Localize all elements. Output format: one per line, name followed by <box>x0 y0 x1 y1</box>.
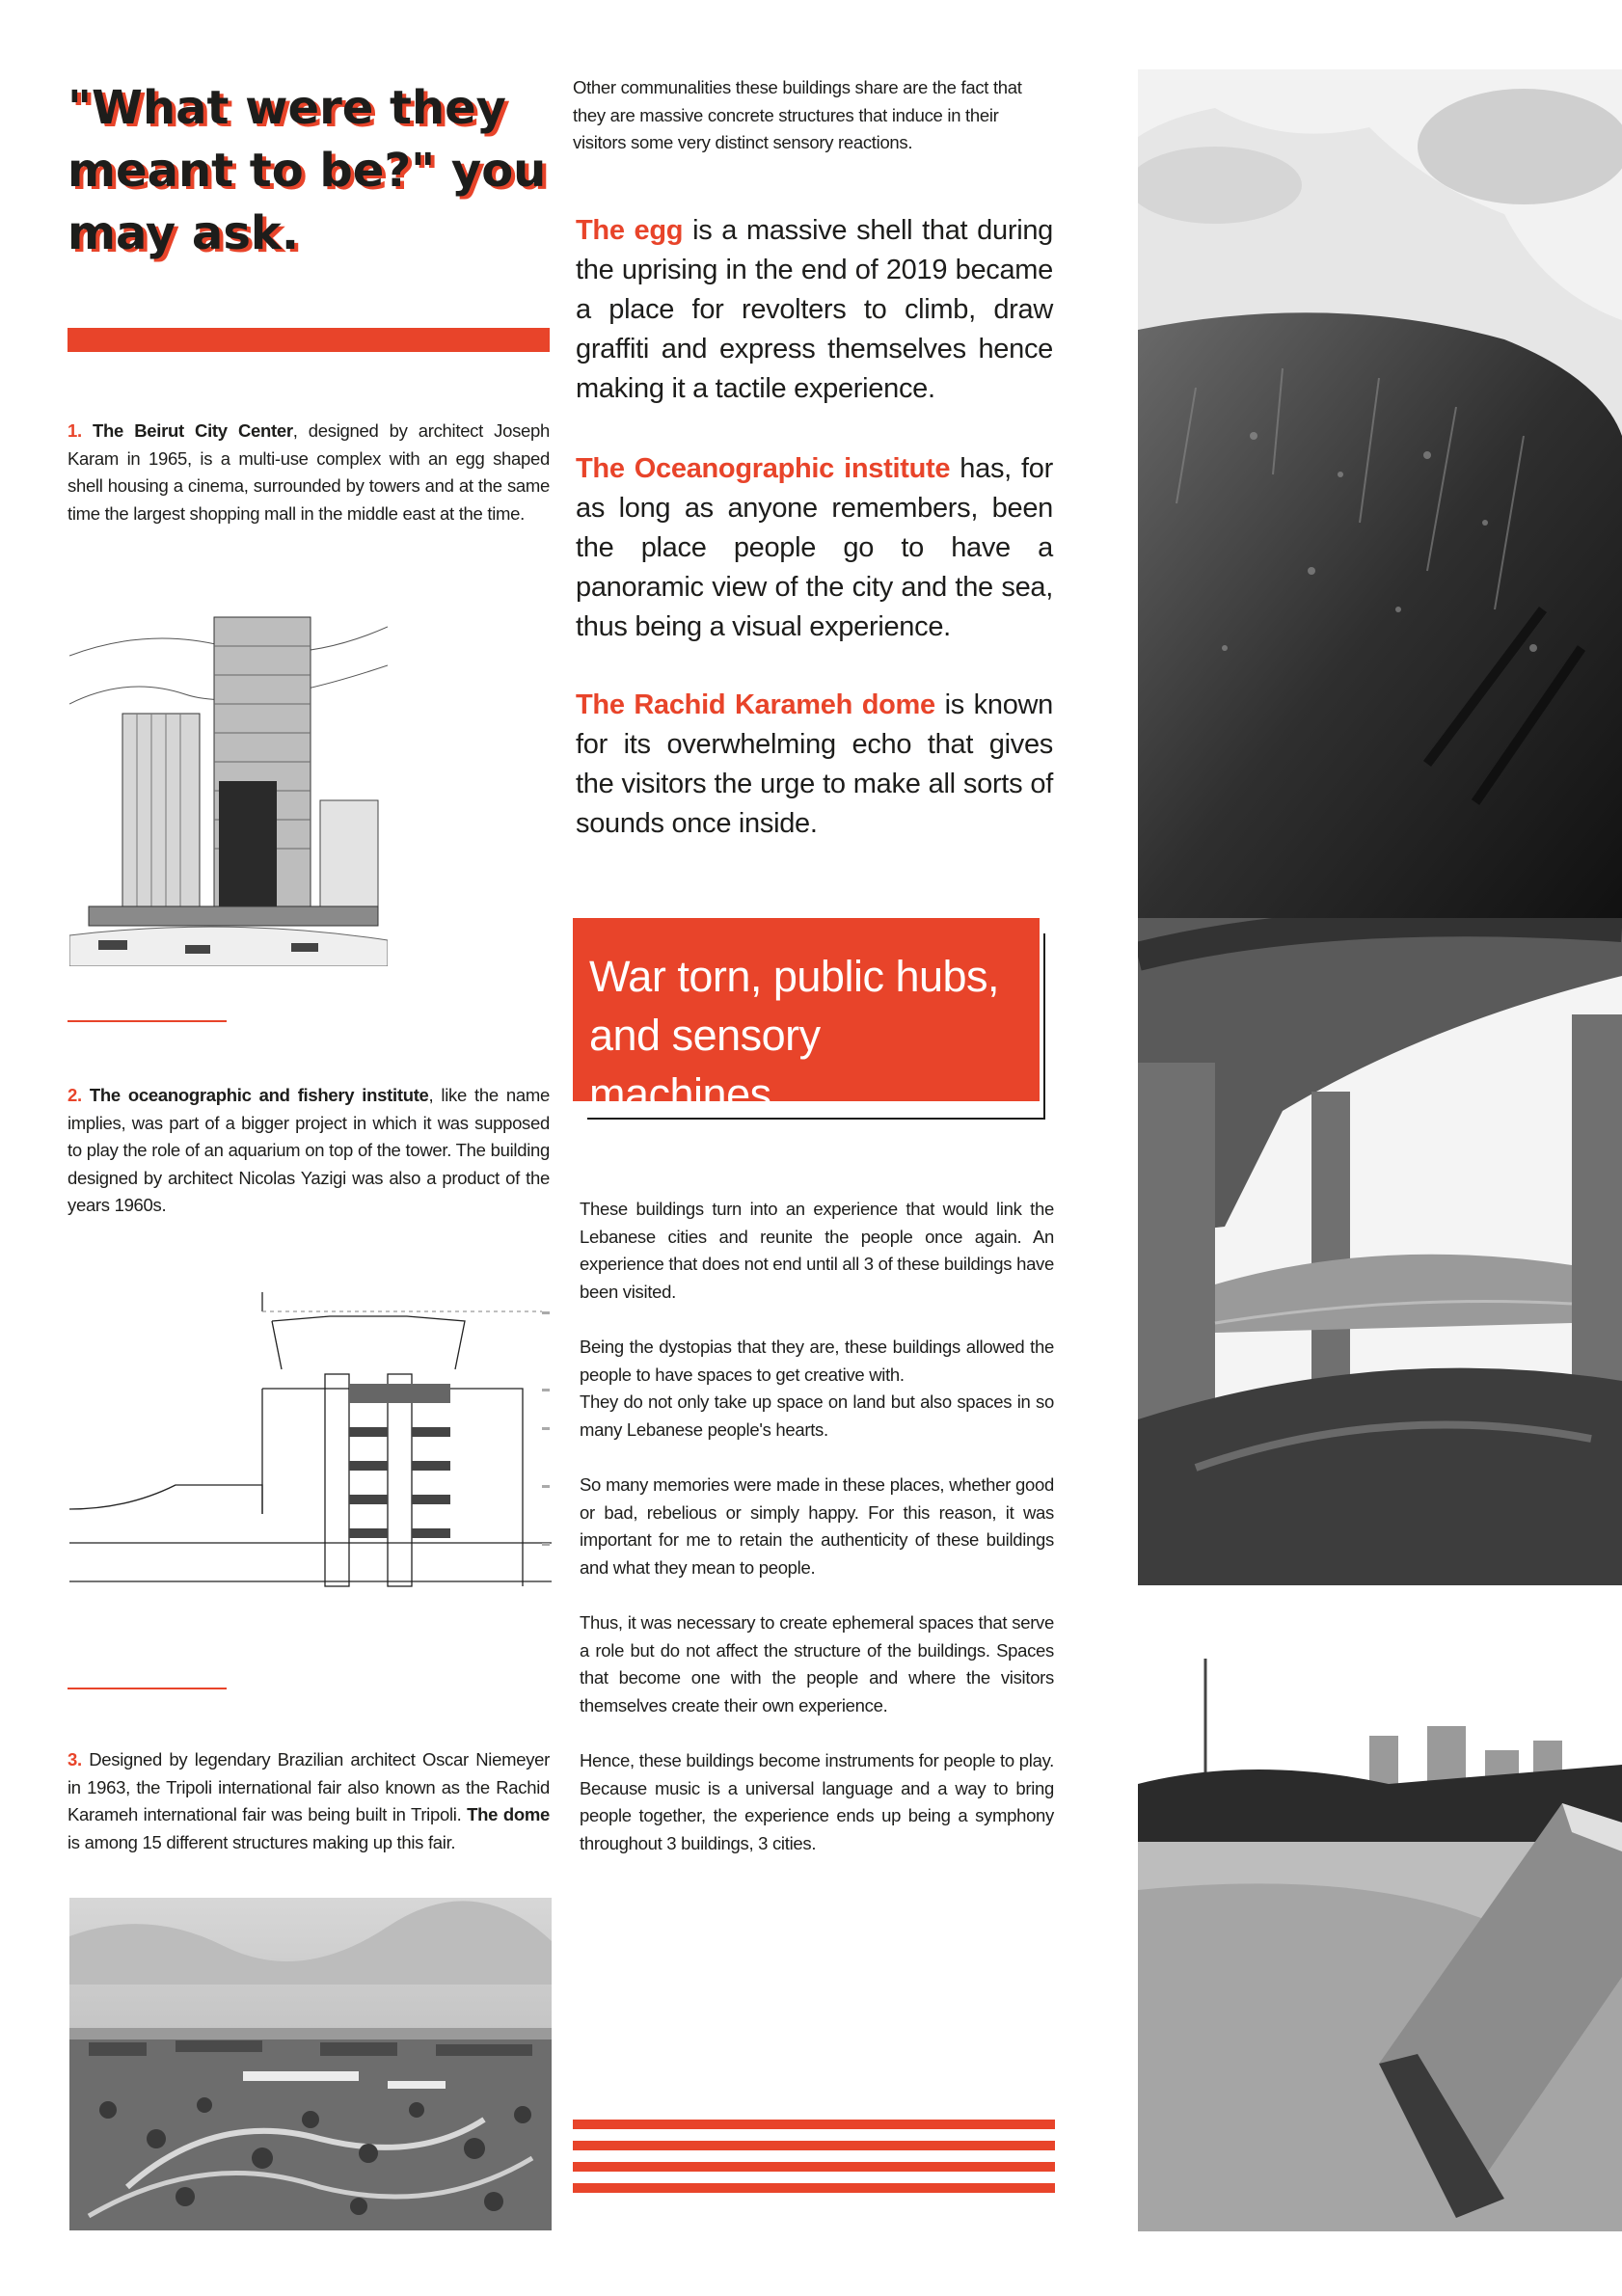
section-3-body-b: is among 15 different structures making up this fair. <box>68 1831 456 1852</box>
egg-shell-photo <box>1138 69 1622 918</box>
section-1-name: The Beirut City Center <box>93 420 293 441</box>
body-text <box>580 1196 1054 1885</box>
headline-line-1: "What were they <box>68 81 506 135</box>
section-1-number: 1. <box>68 420 82 441</box>
section-1-body: , designed by architect Joseph Karam in 1965, is a multi-use complex with an egg shaped shell housing a cinema, surrounded by towers and at the same time the largest shopping mall in the middle east at the time. <box>68 420 550 524</box>
callout-line-2: and sensory machines. <box>589 1011 821 1119</box>
rachid-karameh-fair-photo <box>1138 1659 1622 2231</box>
tripoli-fair-aerial-photo <box>69 1898 552 2230</box>
stripe <box>573 2183 1055 2193</box>
headline-line-2: meant to be?" you <box>68 144 547 198</box>
body-paragraph-3: So many memories were made in these places, whether good or bad, rebelious or simply happy. For this reason, it was important for me to retain the authenticity of these buildings and what they mean to people. <box>580 1474 1054 1578</box>
body-paragraph-2: Being the dystopias that they are, these buildings allowed the people to have spaces to get creative with. They do not only take up space on land but also spaces in so many Lebanese people's hearts. <box>580 1337 1054 1440</box>
callout-box <box>573 918 1040 1119</box>
stripe <box>573 2141 1055 2150</box>
divider-rule-2 <box>68 1688 227 1689</box>
dome-body: is known for its overwhelming echo that gives the visitors the urge to make all sorts of sounds once inside. <box>576 689 1053 839</box>
callout-line-1: War torn, public hubs, <box>589 952 1000 1001</box>
beirut-city-center-sketch <box>69 588 388 966</box>
egg-paragraph <box>576 211 1053 409</box>
dome-paragraph <box>576 686 1053 844</box>
section-2-name: The oceanographic and fishery institute <box>89 1085 429 1105</box>
section-2-number: 2. <box>68 1085 82 1105</box>
ocean-body: has, for as long as anyone remembers, been the place people go to have a panoramic view of the city and the sea, thus being a visual experience. <box>576 453 1053 642</box>
ocean-name: The Oceanographic institute <box>576 453 951 484</box>
headline-line-3: may ask. <box>68 206 300 260</box>
egg-body: is a massive shell that during the uprising in the end of 2019 became a place for revolters to climb, draw graffiti and express themselves hence making it a tactile experience. <box>576 215 1053 404</box>
decorative-stripes <box>573 2120 1055 2204</box>
section-2-body: , like the name implies, was part of a bigger project in which it was supposed to play the role of an aquarium on top of the tower. The building designed by architect Nicolas Yazigi was also a product of the years 1960s. <box>68 1085 550 1215</box>
oceanographic-institute-section-drawing <box>69 1292 552 1606</box>
divider-rule-1 <box>68 1020 227 1022</box>
ocean-paragraph <box>576 449 1053 647</box>
body-paragraph-1: These buildings turn into an experience that would link the Lebanese cities and reunite the people once again. An experience that does not end until all 3 of these buildings have been visited. <box>580 1199 1054 1302</box>
page-headline <box>68 77 569 265</box>
egg-name: The egg <box>576 215 684 246</box>
section-3-body-a: Designed by legendary Brazilian architect Oscar Niemeyer in 1963, the Tripoli international fair also known as the Rachid Karameh international fair was being built in Tripoli. <box>68 1749 550 1824</box>
section-2-text <box>68 1082 550 1220</box>
intro-paragraph: Other communalities these buildings share are the fact that they are massive concrete structures that induce in their visitors some very distinct sensory reactions. <box>573 77 1022 152</box>
oceanographic-institute-photo <box>1138 918 1622 1585</box>
body-paragraph-4: Thus, it was necessary to create ephemeral spaces that serve a role but do not affect the structure of the buildings. Spaces that become one with the people and where the visitors themselves create their own experience. <box>580 1612 1054 1715</box>
section-3-name: The dome <box>467 1804 550 1824</box>
headline-accent-bar <box>68 328 550 352</box>
section-3-text <box>68 1746 550 1856</box>
stripe <box>573 2162 1055 2172</box>
dome-name: The Rachid Karameh dome <box>576 689 935 720</box>
section-1-text <box>68 418 550 527</box>
body-paragraph-5: Hence, these buildings become instruments for people to play. Because music is a universal language and a way to bring people together, the experience ends up being a symphony throughout 3 buildings, 3 cities. <box>580 1750 1054 1853</box>
stripe <box>573 2120 1055 2129</box>
section-3-number: 3. <box>68 1749 82 1769</box>
